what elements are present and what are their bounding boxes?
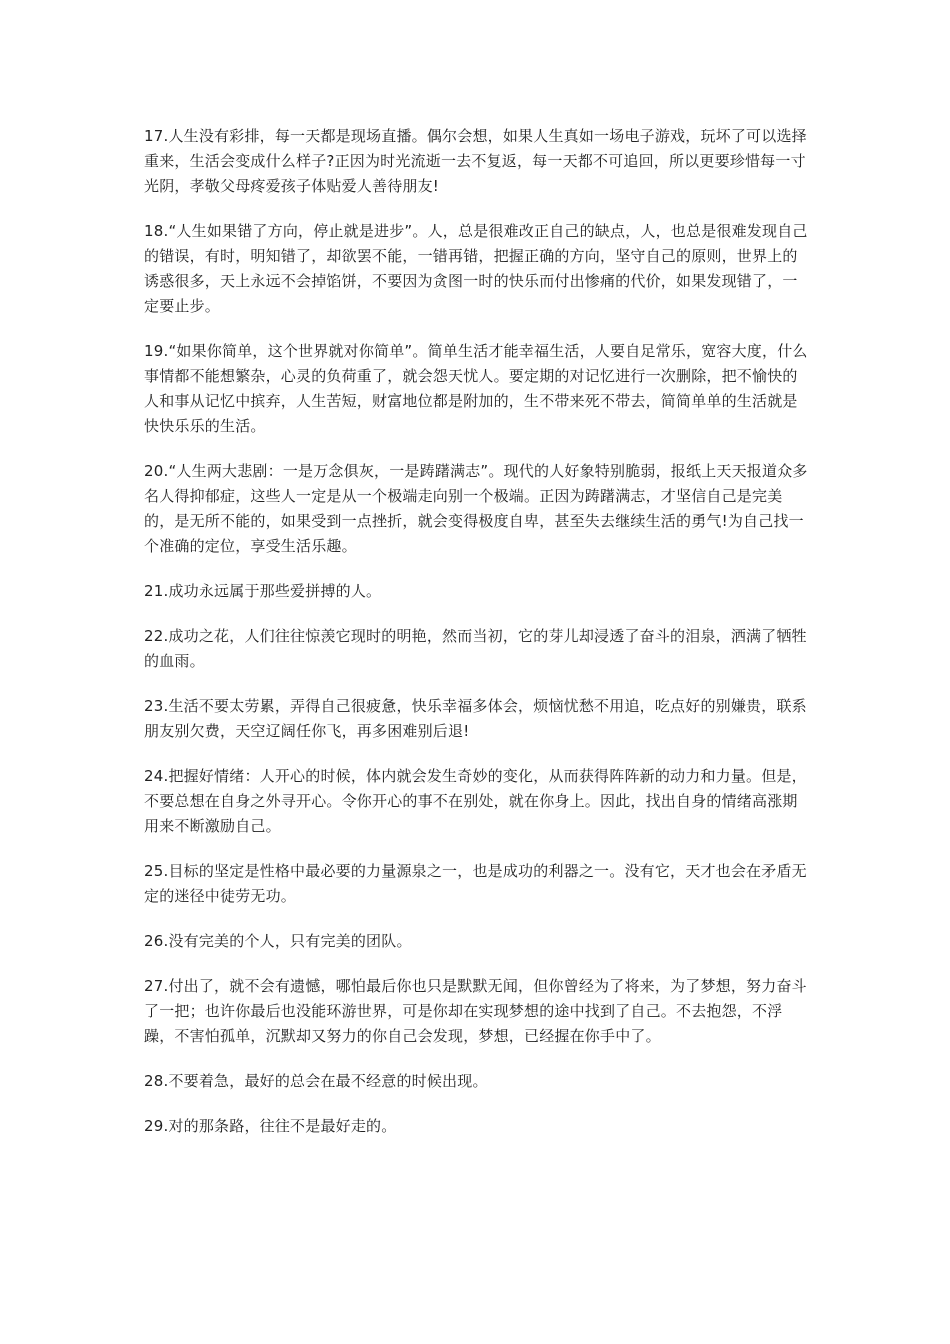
- paragraph-18: 18.“人生如果错了方向，停止就是进步”。人，总是很难改正自己的缺点，人，也总是很难发现自己的错误，有时，明知错了，却欲罢不能，一错再错，把握正确的方向，坚守自己的原则，世界上的诱惑很多，天上永远不会掉馅饼，不要因为贪图一时的快乐而付出惨痛的代价，如果发现错了，一定要止步。: [144, 222, 808, 315]
- paragraph-19: 19.“如果你简单，这个世界就对你简单”。简单生活才能幸福生活，人要自足常乐，宽容大度，什么事情都不能想繁杂，心灵的负荷重了，就会怨天忧人。要定期的对记忆进行一次删除，把不愉快的人和事从记忆中摈弃，人生苦短，财富地位都是附加的，生不带来死不带去，简简单单的生活就是快快乐乐的生活。: [144, 342, 808, 435]
- paragraph-20: 20.“人生两大悲剧：一是万念俱灰，一是踌躇满志”。现代的人好象特别脆弱，报纸上天天报道众多名人得抑郁症，这些人一定是从一个极端走向别一个极端。正因为踌躇满志，才坚信自己是完美的，是无所不能的，如果受到一点挫折，就会变得极度自卑，甚至失去继续生活的勇气!为自己找一个准确的定位，享受生活乐趣。: [144, 462, 808, 555]
- paragraph-26: 26.没有完美的个人，只有完美的团队。: [144, 932, 412, 950]
- paragraph-29: 29.对的那条路，往往不是最好走的。: [144, 1117, 397, 1135]
- paragraph-23: 23.生活不要太劳累，弄得自己很疲惫，快乐幸福多体会，烦恼忧愁不用追，吃点好的别嫌贵，联系朋友别欠费，天空辽阔任你飞，再多困难别后退!: [144, 697, 807, 740]
- paragraph-28: 28.不要着急，最好的总会在最不经意的时候出现。: [144, 1072, 488, 1090]
- paragraph-22: 22.成功之花，人们往往惊羡它现时的明艳，然而当初，它的芽儿却浸透了奋斗的泪泉，洒满了牺牲的血雨。: [144, 627, 807, 670]
- paragraph-24: 24.把握好情绪：人开心的时候，体内就会发生奇妙的变化，从而获得阵阵新的动力和力量。但是，不要总想在自身之外寻开心。令你开心的事不在别处，就在你身上。因此，找出自身的情绪高涨期用来不断激励自己。: [144, 767, 807, 835]
- document-body: [144, 124, 812, 1159]
- paragraph-27: 27.付出了，就不会有遗憾，哪怕最后你也只是默默无闻，但你曾经为了将来，为了梦想，努力奋斗了一把；也许你最后也没能环游世界，可是你却在实现梦想的途中找到了自己。不去抱怨，不浮躁，不害怕孤单，沉默却又努力的你自己会发现，梦想，已经握在你手中了。: [144, 977, 807, 1045]
- paragraph-17: 17.人生没有彩排，每一天都是现场直播。偶尔会想，如果人生真如一场电子游戏，玩坏了可以选择重来，生活会变成什么样子?正因为时光流逝一去不复返，每一天都不可追回，所以更要珍惜每一寸光阴，孝敬父母疼爱孩子体贴爱人善待朋友!: [144, 127, 807, 195]
- paragraph-21: 21.成功永远属于那些爱拼搏的人。: [144, 582, 382, 600]
- paragraph-25: 25.目标的坚定是性格中最必要的力量源泉之一，也是成功的利器之一。没有它，天才也会在矛盾无定的迷径中徒劳无功。: [144, 862, 807, 905]
